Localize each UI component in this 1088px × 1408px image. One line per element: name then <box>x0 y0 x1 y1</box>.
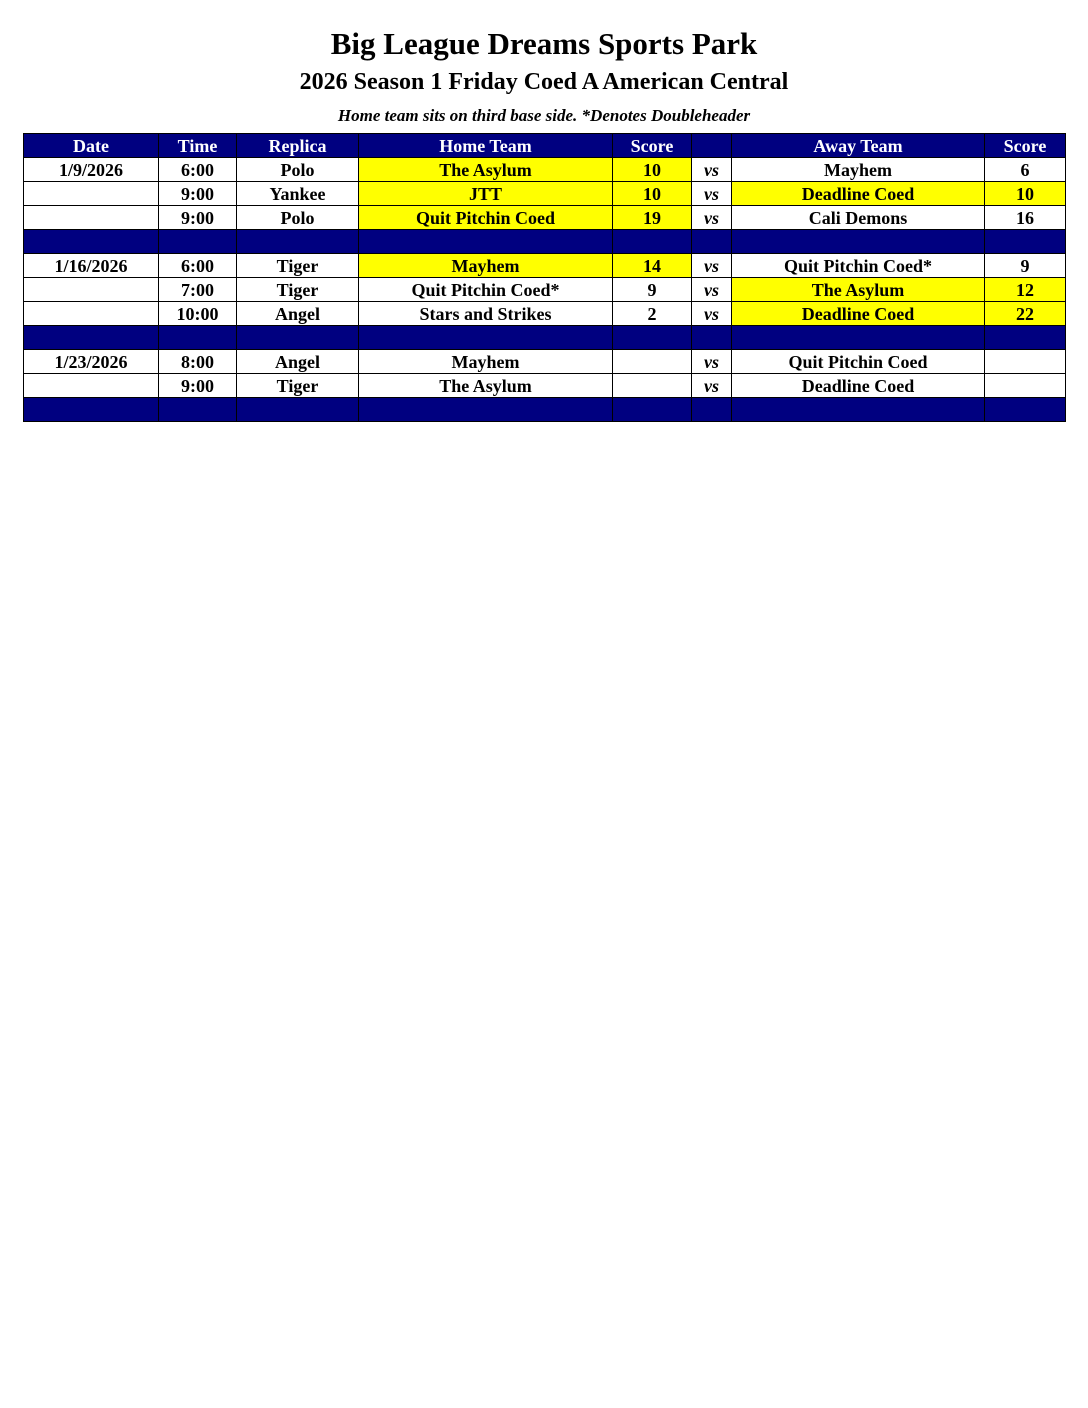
separator-cell <box>692 230 732 254</box>
replica-cell: Yankee <box>237 182 359 206</box>
away-team-cell: Quit Pitchin Coed* <box>732 254 985 278</box>
home-score-cell: 9 <box>613 278 692 302</box>
vs-cell: vs <box>692 158 732 182</box>
away-team-cell: The Asylum <box>732 278 985 302</box>
page-subtitle: 2026 Season 1 Friday Coed A American Central <box>299 69 789 95</box>
separator-cell <box>359 398 613 422</box>
separator-cell <box>159 398 237 422</box>
home-score-cell: 19 <box>613 206 692 230</box>
date-cell: 1/23/2026 <box>24 350 159 374</box>
separator-cell <box>732 326 985 350</box>
date-cell <box>24 278 159 302</box>
date-cell: 1/9/2026 <box>24 158 159 182</box>
away-team-cell: Quit Pitchin Coed <box>732 350 985 374</box>
separator-row <box>24 398 1066 422</box>
home-score-cell: 14 <box>613 254 692 278</box>
separator-cell <box>732 398 985 422</box>
date-cell <box>24 206 159 230</box>
vs-cell: vs <box>692 206 732 230</box>
away-team-cell: Deadline Coed <box>732 374 985 398</box>
separator-cell <box>692 398 732 422</box>
replica-cell: Polo <box>237 158 359 182</box>
separator-cell <box>159 230 237 254</box>
separator-cell <box>24 230 159 254</box>
game-row <box>24 158 1066 182</box>
game-row <box>24 302 1066 326</box>
away-team-cell: Mayhem <box>732 158 985 182</box>
date-cell <box>24 374 159 398</box>
separator-cell <box>613 398 692 422</box>
doubleheader-note: Home team sits on third base side. *Denotes Doubleheader <box>337 106 751 125</box>
header-replica: Replica <box>237 134 359 158</box>
time-cell: 9:00 <box>159 182 237 206</box>
away-score-cell <box>985 374 1066 398</box>
separator-cell <box>359 230 613 254</box>
separator-cell <box>24 398 159 422</box>
home-score-cell <box>613 350 692 374</box>
header-home-team: Home Team <box>359 134 613 158</box>
home-team-cell: JTT <box>359 182 613 206</box>
home-team-cell: Quit Pitchin Coed* <box>359 278 613 302</box>
home-score-cell <box>613 374 692 398</box>
header-row <box>24 134 1066 158</box>
separator-cell <box>237 230 359 254</box>
home-score-cell: 10 <box>613 182 692 206</box>
vs-cell: vs <box>692 182 732 206</box>
time-cell: 6:00 <box>159 254 237 278</box>
time-cell: 8:00 <box>159 350 237 374</box>
schedule-body <box>24 158 1066 422</box>
vs-cell: vs <box>692 374 732 398</box>
replica-cell: Polo <box>237 206 359 230</box>
game-row <box>24 206 1066 230</box>
date-cell <box>24 182 159 206</box>
vs-cell: vs <box>692 278 732 302</box>
time-cell: 9:00 <box>159 206 237 230</box>
home-team-cell: Mayhem <box>359 350 613 374</box>
vs-cell: vs <box>692 350 732 374</box>
home-team-cell: Quit Pitchin Coed <box>359 206 613 230</box>
away-team-cell: Deadline Coed <box>732 182 985 206</box>
away-team-cell: Deadline Coed <box>732 302 985 326</box>
away-score-cell: 22 <box>985 302 1066 326</box>
header-date: Date <box>24 134 159 158</box>
away-score-cell: 12 <box>985 278 1066 302</box>
date-cell: 1/16/2026 <box>24 254 159 278</box>
separator-cell <box>985 326 1066 350</box>
vs-cell: vs <box>692 254 732 278</box>
separator-cell <box>613 326 692 350</box>
separator-cell <box>159 326 237 350</box>
page-title: Big League Dreams Sports Park <box>330 26 758 61</box>
home-score-cell: 2 <box>613 302 692 326</box>
header-home-score: Score <box>613 134 692 158</box>
header-away-team: Away Team <box>732 134 985 158</box>
away-score-cell: 10 <box>985 182 1066 206</box>
separator-cell <box>613 230 692 254</box>
away-score-cell: 9 <box>985 254 1066 278</box>
away-team-cell: Cali Demons <box>732 206 985 230</box>
game-row <box>24 350 1066 374</box>
time-cell: 7:00 <box>159 278 237 302</box>
separator-cell <box>985 230 1066 254</box>
header-time: Time <box>159 134 237 158</box>
replica-cell: Tiger <box>237 374 359 398</box>
home-team-cell: Stars and Strikes <box>359 302 613 326</box>
home-team-cell: The Asylum <box>359 374 613 398</box>
separator-row <box>24 230 1066 254</box>
separator-cell <box>237 326 359 350</box>
header-away-score: Score <box>985 134 1066 158</box>
away-score-cell <box>985 350 1066 374</box>
vs-cell: vs <box>692 302 732 326</box>
home-team-cell: The Asylum <box>359 158 613 182</box>
separator-cell <box>692 326 732 350</box>
replica-cell: Tiger <box>237 278 359 302</box>
separator-cell <box>359 326 613 350</box>
separator-cell <box>732 230 985 254</box>
time-cell: 9:00 <box>159 374 237 398</box>
separator-row <box>24 326 1066 350</box>
game-row <box>24 182 1066 206</box>
replica-cell: Angel <box>237 350 359 374</box>
separator-cell <box>24 326 159 350</box>
replica-cell: Tiger <box>237 254 359 278</box>
game-row <box>24 254 1066 278</box>
header-vs <box>692 134 732 158</box>
replica-cell: Angel <box>237 302 359 326</box>
date-cell <box>24 302 159 326</box>
home-score-cell: 10 <box>613 158 692 182</box>
game-row <box>24 278 1066 302</box>
separator-cell <box>985 398 1066 422</box>
schedule-table <box>23 133 1066 422</box>
separator-cell <box>237 398 359 422</box>
time-cell: 10:00 <box>159 302 237 326</box>
home-team-cell: Mayhem <box>359 254 613 278</box>
time-cell: 6:00 <box>159 158 237 182</box>
game-row <box>24 374 1066 398</box>
away-score-cell: 6 <box>985 158 1066 182</box>
away-score-cell: 16 <box>985 206 1066 230</box>
